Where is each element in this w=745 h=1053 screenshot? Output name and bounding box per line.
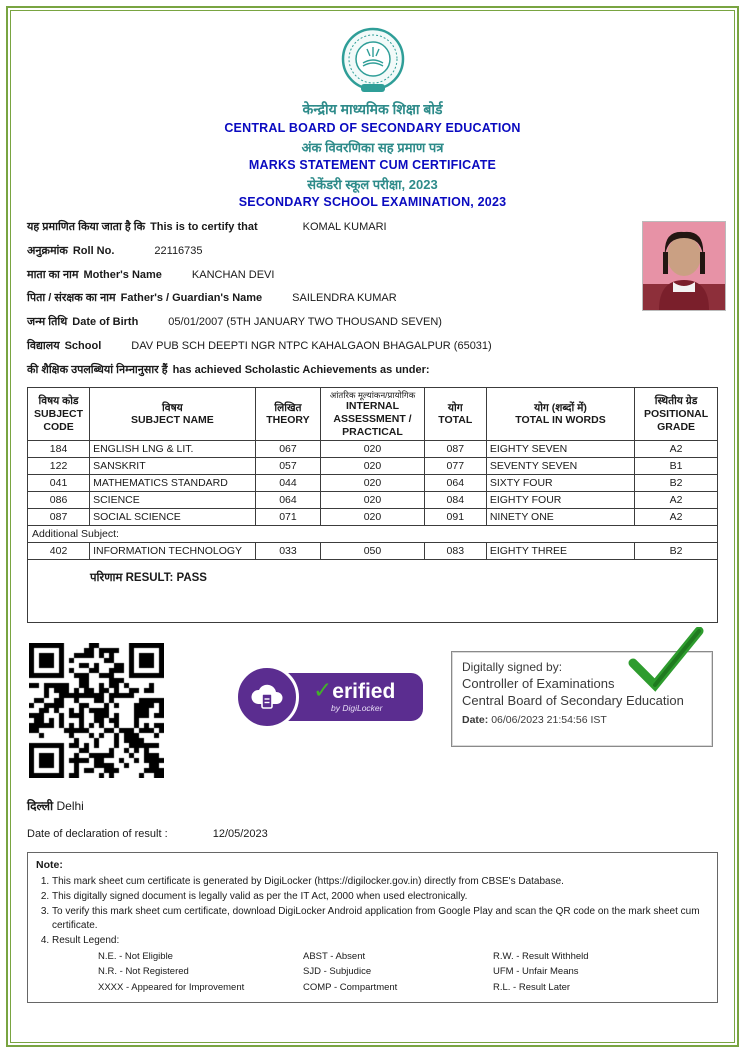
- verified-text: ✓erified: [313, 677, 396, 704]
- subject-name: MATHEMATICS STANDARD: [90, 475, 256, 492]
- note-list: [36, 875, 709, 948]
- subject-code: 184: [28, 441, 90, 458]
- subject-code: 087: [28, 509, 90, 526]
- board-name-hindi: केन्द्रीय माध्यमिक शिक्षा बोर्ड: [302, 101, 443, 117]
- field-label-english: has achieved Scholastic Achievements as under:: [172, 363, 430, 376]
- result-legend: [98, 950, 709, 994]
- signed-by-label: Digitally signed by:: [462, 660, 563, 675]
- col-subject-code: विषय कोड SUBJECT CODE: [28, 388, 90, 441]
- legend-item: XXXX - Appeared for Improvement: [98, 981, 245, 993]
- positional-grade: B2: [635, 475, 718, 492]
- field-label-hindi: माता का नाम: [27, 268, 79, 281]
- exam-name-hindi: सेकेंडरी स्कूल परीक्षा, 2023: [307, 177, 438, 192]
- theory-marks: 064: [255, 492, 321, 509]
- board-name-english: CENTRAL BOARD OF SECONDARY EDUCATION: [224, 121, 521, 135]
- place-english: Delhi: [56, 799, 84, 814]
- theory-marks: 071: [255, 509, 321, 526]
- total-marks: 091: [424, 509, 486, 526]
- col-theory: लिखित THEORY: [255, 388, 321, 441]
- additional-subject-label: Additional Subject:: [28, 526, 718, 543]
- field-label-hindi: विद्यालय: [27, 339, 60, 352]
- subject-name: SOCIAL SCIENCE: [90, 509, 256, 526]
- note-item: 3. To verify this mark sheet cum certificate, download DigiLocker Android application from Google Play and scan the QR code on the mark sheet cum certificate.: [52, 905, 709, 933]
- positional-grade: B2: [635, 543, 718, 560]
- result-label-hindi: परिणाम: [90, 572, 123, 585]
- field-label-english: Mother's Name: [83, 268, 162, 281]
- theory-marks: 033: [255, 543, 321, 560]
- result-value: PASS: [176, 572, 207, 585]
- legend-item: R.L. - Result Later: [493, 981, 571, 993]
- internal-marks: 020: [321, 441, 425, 458]
- legend-item: COMP - Compartment: [303, 981, 398, 993]
- declaration-line: [27, 828, 718, 840]
- positional-grade: A2: [635, 441, 718, 458]
- exam-name-english: SECONDARY SCHOOL EXAMINATION, 2023: [238, 195, 507, 209]
- field-label-english: This is to certify that: [150, 221, 258, 233]
- field-label-english: School: [64, 339, 102, 352]
- internal-marks: 020: [321, 458, 425, 475]
- field-label-english: Father's / Guardian's Name: [120, 292, 263, 305]
- field-label-hindi: जन्म तिथि: [27, 316, 68, 328]
- internal-marks: 050: [321, 543, 425, 560]
- cloud-document-icon: [235, 665, 299, 729]
- check-icon: ✓: [313, 677, 333, 704]
- theory-marks: 057: [255, 458, 321, 475]
- col-total-words: योग (शब्दों में) TOTAL IN WORDS: [486, 388, 634, 441]
- digilocker-verified-badge: [235, 665, 425, 729]
- subject-name: SANSKRIT: [90, 458, 256, 475]
- total-in-words: SEVENTY SEVEN: [486, 458, 634, 475]
- legend-item: UFM - Unfair Means: [493, 966, 579, 978]
- certificate-header: [27, 27, 718, 209]
- badge-byline: by DigiLocker: [331, 703, 383, 714]
- col-subject-name: विषय SUBJECT NAME: [90, 388, 256, 441]
- note-item: 4. Result Legend:: [52, 934, 709, 948]
- table-row-additional: [28, 543, 718, 560]
- field-father-name: [27, 292, 608, 306]
- declaration-date: 12/05/2023: [212, 828, 268, 841]
- dob-value: 05/01/2007 (5TH JANUARY TWO THOUSAND SEVEN): [168, 316, 442, 328]
- field-label-hindi: पिता / संरक्षक का नाम: [27, 292, 116, 305]
- note-item: 1. This mark sheet cum certificate is generated by DigiLocker (https://digilocker.gov.in) directly from CBSE's Database.: [52, 875, 709, 889]
- candidate-details: [27, 221, 718, 377]
- total-marks: 087: [424, 441, 486, 458]
- note-box: [27, 852, 718, 1003]
- table-row: [28, 458, 718, 475]
- theory-marks: 044: [255, 475, 321, 492]
- internal-marks: 020: [321, 475, 425, 492]
- inner-border: [10, 10, 735, 1043]
- mother-name-value: KANCHAN DEVI: [191, 268, 275, 281]
- theory-marks: 067: [255, 441, 321, 458]
- cbse-logo-icon: [340, 27, 406, 97]
- subject-code: 041: [28, 475, 90, 492]
- result-label-english: RESULT:: [125, 572, 174, 585]
- subject-name: SCIENCE: [90, 492, 256, 509]
- table-row: [28, 509, 718, 526]
- school-value: DAV PUB SCH DEEPTI NGR NTPC KAHALGAON BHAGALPUR (65031): [131, 339, 492, 352]
- candidate-photo: [642, 221, 726, 311]
- field-label-hindi: की शैक्षिक उपलब्धियां निम्नानुसार हैं: [27, 363, 168, 376]
- doc-title-hindi: अंक विवरणिका सह प्रमाण पत्र: [301, 140, 444, 155]
- positional-grade: B1: [635, 458, 718, 475]
- place-hindi: दिल्ली: [27, 799, 54, 814]
- internal-marks: 020: [321, 492, 425, 509]
- table-row: [28, 441, 718, 458]
- verification-strip: [27, 639, 718, 791]
- legend-item: SJD - Subjudice: [303, 966, 372, 978]
- qr-code: [29, 643, 164, 778]
- marks-table: [27, 387, 718, 623]
- sig-date-label: Date:: [462, 714, 489, 727]
- field-label-english: Date of Birth: [72, 316, 139, 328]
- note-item: 2. This digitally signed document is legally valid as per the IT Act, 2000 when used electronically.: [52, 890, 709, 904]
- field-certify: [27, 221, 608, 235]
- result-row: [28, 560, 718, 623]
- field-label-english: Roll No.: [72, 244, 115, 257]
- col-internal: आंतरिक मूल्यांकन/प्रायोगिक INTERNAL ASSESSMENT / PRACTICAL: [321, 388, 425, 441]
- table-row: [28, 475, 718, 492]
- outer-border: [6, 6, 739, 1047]
- candidate-name: KOMAL KUMARI: [302, 221, 387, 233]
- total-marks: 077: [424, 458, 486, 475]
- additional-subject-row: [28, 526, 718, 543]
- table-header-row: [28, 388, 718, 441]
- total-marks: 083: [424, 543, 486, 560]
- total-in-words: EIGHTY SEVEN: [486, 441, 634, 458]
- field-label-hindi: यह प्रमाणित किया जाता है कि: [27, 221, 146, 233]
- field-achievements: [27, 364, 608, 378]
- note-title: Note:: [36, 859, 63, 872]
- subject-code: 122: [28, 458, 90, 475]
- place-line: [27, 797, 718, 814]
- subject-code: 086: [28, 492, 90, 509]
- subject-name: INFORMATION TECHNOLOGY: [90, 543, 256, 560]
- total-in-words: EIGHTY THREE: [486, 543, 634, 560]
- col-grade: स्थितीय ग्रेड POSITIONAL GRADE: [635, 388, 718, 441]
- legend-item: ABST - Absent: [303, 950, 366, 962]
- signer-org: Central Board of Secondary Education: [462, 693, 684, 709]
- field-school: [27, 340, 608, 354]
- total-marks: 064: [424, 475, 486, 492]
- field-dob: [27, 316, 608, 330]
- father-name-value: SAILENDRA KUMAR: [292, 292, 397, 305]
- doc-title-english: MARKS STATEMENT CUM CERTIFICATE: [248, 158, 497, 172]
- total-in-words: EIGHTY FOUR: [486, 492, 634, 509]
- legend-item: R.W. - Result Withheld: [493, 950, 589, 962]
- total-in-words: NINETY ONE: [486, 509, 634, 526]
- total-in-words: SIXTY FOUR: [486, 475, 634, 492]
- internal-marks: 020: [321, 509, 425, 526]
- sig-date-value: 06/06/2023 21:54:56 IST: [491, 714, 607, 727]
- roll-no-value: 22116735: [154, 244, 203, 257]
- legend-item: N.R. - Not Registered: [98, 966, 189, 978]
- table-row: [28, 492, 718, 509]
- signer-name: Controller of Examinations: [462, 676, 615, 692]
- field-label-hindi: अनुक्रमांक: [27, 244, 68, 257]
- total-marks: 084: [424, 492, 486, 509]
- field-mother-name: [27, 269, 608, 283]
- positional-grade: A2: [635, 509, 718, 526]
- legend-item: N.E. - Not Eligible: [98, 950, 173, 962]
- declaration-label: Date of declaration of result :: [27, 828, 168, 841]
- subject-code: 402: [28, 543, 90, 560]
- subject-name: ENGLISH LNG & LIT.: [90, 441, 256, 458]
- col-total: योग TOTAL: [424, 388, 486, 441]
- field-roll-no: [27, 245, 608, 259]
- green-check-icon: [623, 627, 707, 697]
- positional-grade: A2: [635, 492, 718, 509]
